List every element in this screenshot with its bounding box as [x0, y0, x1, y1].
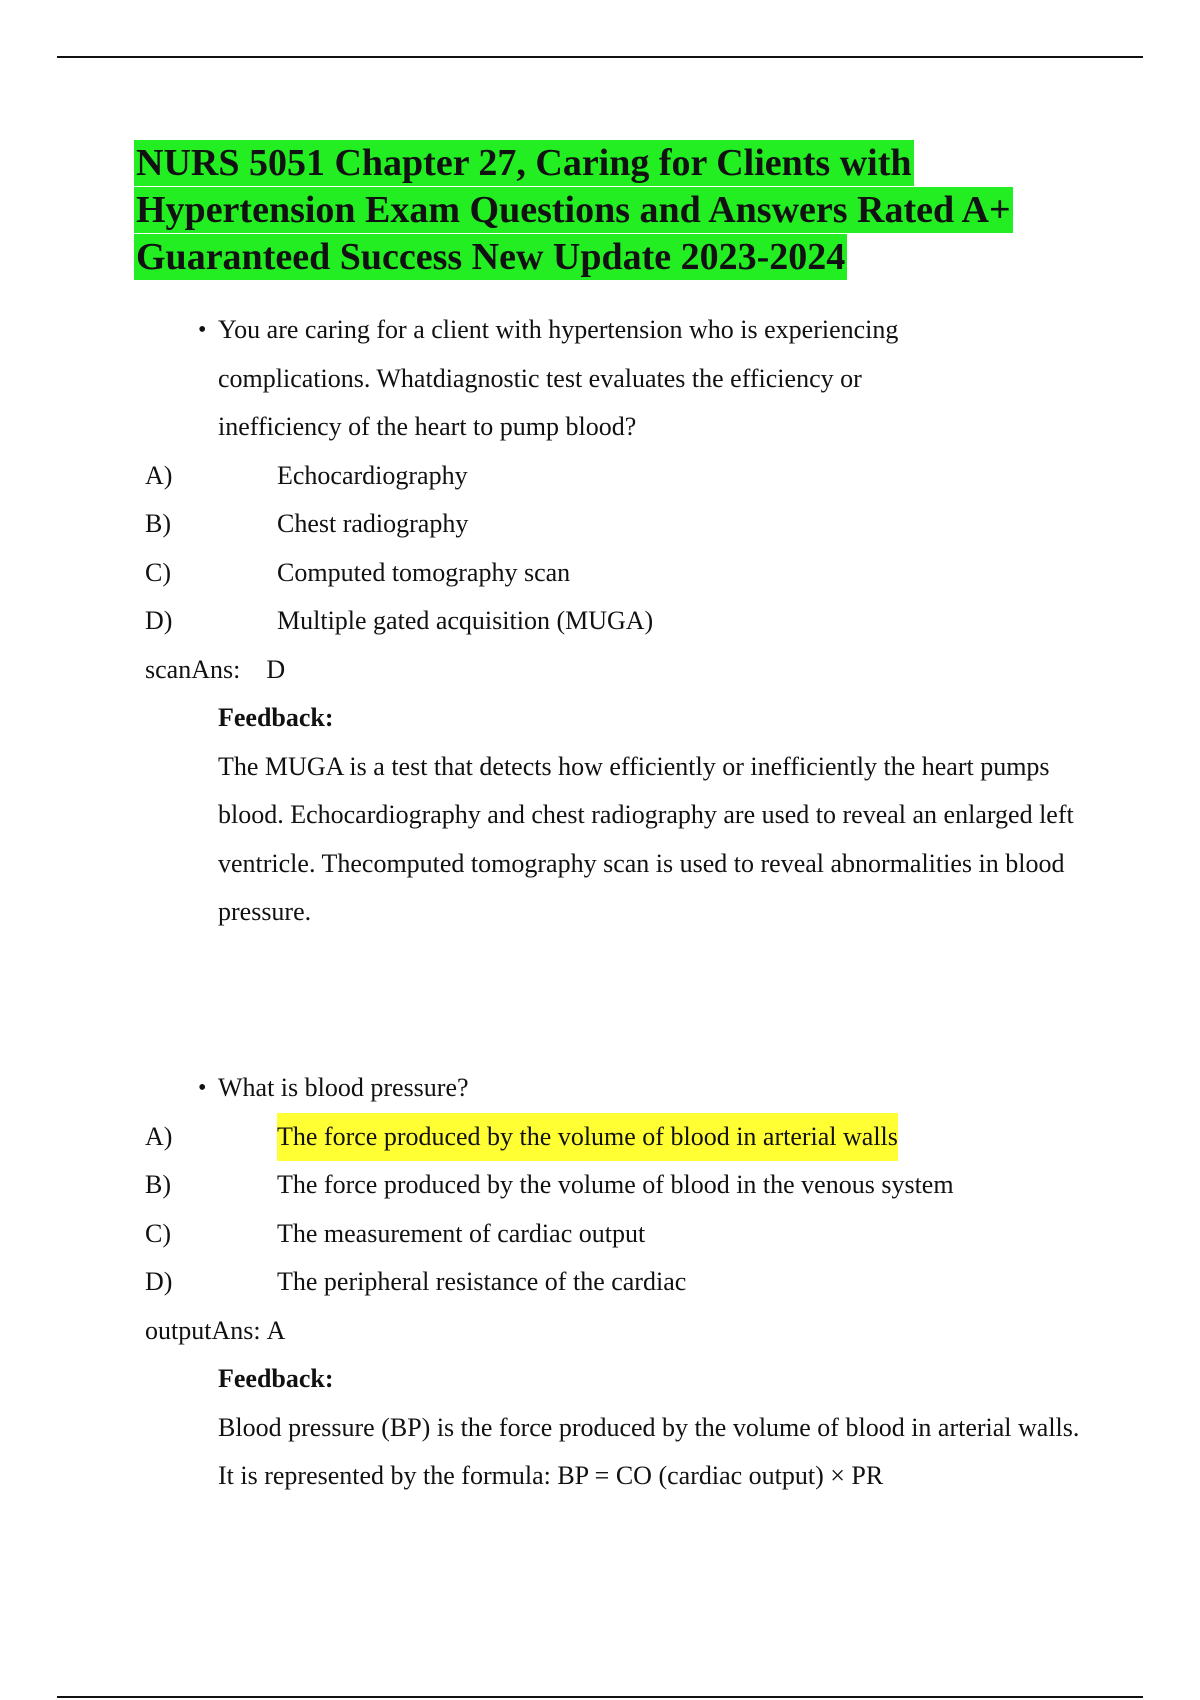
- feedback-label: Feedback:: [218, 1364, 334, 1393]
- option-text: Computed tomography scan: [277, 557, 571, 587]
- question-1-option-c: [0, 549, 1200, 598]
- question-2-option-b: [0, 1161, 1200, 1210]
- option-text: Chest radiography: [277, 509, 469, 538]
- question-2-option-c: [0, 1210, 1200, 1259]
- question-2-option-a: [0, 1113, 1200, 1162]
- option-text: The measurement of cardiac output: [277, 1218, 646, 1248]
- question-1-text: You are caring for a client with hypertension who is experiencing complications. Whatdiagnostic test evaluates the efficiency or inefficiency of the heart to pump blood?: [218, 315, 899, 441]
- answer-prefix: outputAns:: [145, 1315, 261, 1345]
- option-text: The force produced by the volume of blood in the venous system: [277, 1170, 954, 1199]
- option-letter: C): [145, 557, 171, 587]
- bullet-icon: •: [198, 1075, 207, 1101]
- question-2-text: What is blood pressure?: [218, 1073, 469, 1102]
- answer-value: A: [266, 1315, 286, 1345]
- feedback-text: The MUGA is a test that detects how efficiently or inefficiently the heart pumps blood. Echocardiography and chest radiography are used to reveal an enlarged left ventricle. Thecomputed tomography scan is used to reveal abnormalities in blood pressure.: [218, 751, 1074, 926]
- question-1-stem: [0, 306, 978, 452]
- question-1-answer: [0, 646, 1200, 695]
- option-text: Echocardiography: [277, 460, 468, 490]
- answer-prefix: scanAns:: [145, 654, 241, 684]
- option-letter: D): [145, 1267, 173, 1296]
- option-letter: B): [145, 1170, 171, 1199]
- bullet-icon: •: [198, 317, 207, 343]
- document-title: [134, 140, 1094, 281]
- title-highlight: NURS 5051 Chapter 27, Caring for Clients with Hypertension Exam Questions and Answers Rated A+ Guaranteed Success New Update 2023-2024: [136, 142, 1011, 278]
- question-1: [0, 306, 1200, 937]
- answer-value: D: [266, 654, 286, 684]
- question-1-option-b: [0, 500, 1200, 549]
- option-letter: C): [145, 1218, 171, 1248]
- bottom-rule: [57, 1696, 1143, 1698]
- option-letter: A): [145, 460, 173, 490]
- highlighted-option-text: The force produced by the volume of blood in arterial walls: [277, 1113, 898, 1162]
- option-letter: B): [145, 509, 171, 538]
- top-rule: [57, 56, 1143, 58]
- option-letter: D): [145, 606, 173, 635]
- option-text: The peripheral resistance of the cardiac: [277, 1267, 687, 1296]
- question-2: [0, 1064, 1200, 1501]
- feedback-text: Blood pressure (BP) is the force produced by the volume of blood in arterial walls. It is represented by the formula: BP = CO (cardiac output) × PR: [218, 1412, 1080, 1490]
- feedback-label: Feedback:: [218, 703, 334, 732]
- question-2-answer: [0, 1307, 1200, 1356]
- option-letter: A): [145, 1121, 173, 1151]
- question-2-option-d: [0, 1258, 1200, 1307]
- option-text: Multiple gated acquisition (MUGA): [277, 606, 654, 635]
- question-1-option-a: [0, 452, 1200, 501]
- question-1-option-d: [0, 597, 1200, 646]
- question-2-stem: [0, 1064, 978, 1113]
